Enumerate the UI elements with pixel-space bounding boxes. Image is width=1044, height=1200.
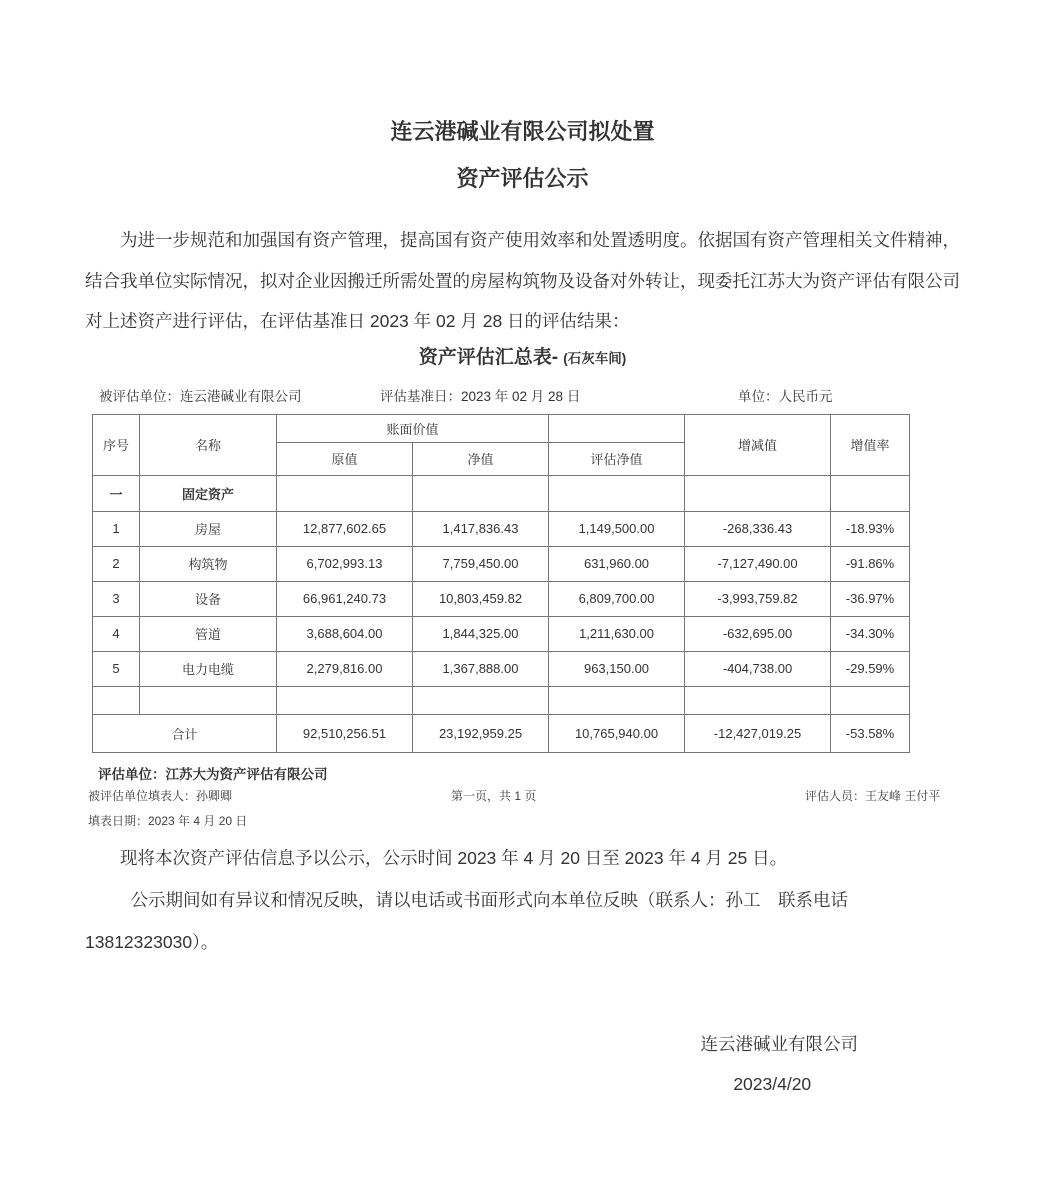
empty-row	[93, 686, 910, 714]
table-row	[93, 616, 910, 651]
total-net: 23,192,959.25	[413, 714, 549, 752]
table-title-main: 资产评估汇总表-	[418, 346, 559, 368]
row-change: -7,127,490.00	[685, 546, 831, 581]
row-original: 2,279,816.00	[277, 651, 413, 686]
row-seq: 5	[93, 651, 140, 686]
row-change: -632,695.00	[685, 616, 831, 651]
total-original: 92,510,256.51	[277, 714, 413, 752]
total-row	[93, 714, 910, 752]
row-name: 构筑物	[140, 546, 277, 581]
form-filler-label: 被评估单位填表人：孙卿卿	[88, 788, 233, 803]
table-header-row-1	[93, 414, 910, 442]
category-row	[93, 475, 910, 511]
row-seq: 4	[93, 616, 140, 651]
announcement-paragraph-2	[85, 879, 960, 963]
table-title-suffix: (石灰车间)	[563, 350, 627, 366]
row-rate: -91.86%	[831, 546, 910, 581]
row-name: 房屋	[140, 511, 277, 546]
announcement-paragraph-2-line2: 13812323030）。	[85, 931, 219, 952]
row-rate: -36.97%	[831, 581, 910, 616]
total-label: 合计	[93, 714, 277, 752]
row-assessed: 963,150.00	[549, 651, 685, 686]
row-original: 12,877,602.65	[277, 511, 413, 546]
total-change: -12,427,019.25	[685, 714, 831, 752]
row-rate: -18.93%	[831, 511, 910, 546]
category-seq: 一	[93, 475, 140, 511]
row-seq: 2	[93, 546, 140, 581]
table-row	[93, 511, 910, 546]
table-title	[85, 344, 960, 373]
table-meta-line	[85, 385, 960, 407]
row-original: 6,702,993.13	[277, 546, 413, 581]
header-original-value: 原值	[277, 442, 413, 475]
document-title-line2: 资产评估公示	[456, 166, 589, 191]
row-rate: -34.30%	[831, 616, 910, 651]
row-seq: 1	[93, 511, 140, 546]
announcement-paragraph-2-line1: 公示期间如有异议和情况反映，请以电话或书面形式向本单位反映（联系人：孙工 联系电话	[130, 889, 848, 910]
header-seq: 序号	[93, 414, 140, 475]
row-change: -404,738.00	[685, 651, 831, 686]
header-net-value: 净值	[413, 442, 549, 475]
header-change-rate: 增值率	[831, 414, 910, 475]
header-assessed-net-value: 评估净值	[549, 442, 685, 475]
table-row	[93, 651, 910, 686]
header-blank-cell	[549, 414, 685, 442]
row-net: 7,759,450.00	[413, 546, 549, 581]
header-change: 增减值	[685, 414, 831, 475]
intro-paragraph: 为进一步规范和加强国有资产管理，提高国有资产使用效率和处置透明度。依据国有资产管理相关文件精神，结合我单位实际情况，拟对企业因搬迁所需处置的房屋构筑物及设备对外转让，现委托江苏大为资产评估有限公司对上述资产进行评估，在评估基准日 2023 年 02 月 28 日的评估结果：	[85, 230, 960, 331]
currency-unit-label: 单位：人民币元	[738, 388, 833, 404]
row-change: -3,993,759.82	[685, 581, 831, 616]
signature-company: 连云港碱业有限公司	[700, 1033, 858, 1054]
row-net: 1,417,836.43	[413, 511, 549, 546]
document-title-line1: 连云港碱业有限公司拟处置	[390, 119, 655, 144]
row-net: 10,803,459.82	[413, 581, 549, 616]
header-name: 名称	[140, 414, 277, 475]
row-rate: -29.59%	[831, 651, 910, 686]
appraisers-label: 评估人员：王友峰 王付平	[805, 788, 941, 803]
category-name: 固定资产	[140, 475, 277, 511]
total-rate: -53.58%	[831, 714, 910, 752]
row-assessed: 1,211,630.00	[549, 616, 685, 651]
base-date-label: 评估基准日：2023 年 02 月 28 日	[380, 388, 581, 404]
signature-date: 2023/4/20	[733, 1073, 812, 1094]
announcement-paragraph-1: 现将本次资产评估信息予以公示，公示时间 2023 年 4 月 20 日至 2023 年 4 月 25 日。	[120, 847, 788, 868]
document-title	[85, 108, 960, 202]
row-name: 电力电缆	[140, 651, 277, 686]
row-assessed: 6,809,700.00	[549, 581, 685, 616]
fill-date-line: 填表日期：2023 年 4 月 20 日	[88, 813, 248, 828]
table-footer-meta-line	[85, 787, 960, 807]
signature-block	[701, 1031, 859, 1095]
valuation-summary-table	[92, 414, 910, 753]
row-assessed: 631,960.00	[549, 546, 685, 581]
appraiser-unit-line: 评估单位：江苏大为资产评估有限公司	[98, 766, 328, 782]
total-assessed: 10,765,940.00	[549, 714, 685, 752]
row-assessed: 1,149,500.00	[549, 511, 685, 546]
assessed-unit-label: 被评估单位：连云港碱业有限公司	[99, 388, 302, 404]
row-net: 1,844,325.00	[413, 616, 549, 651]
table-row	[93, 581, 910, 616]
row-original: 66,961,240.73	[277, 581, 413, 616]
row-net: 1,367,888.00	[413, 651, 549, 686]
row-seq: 3	[93, 581, 140, 616]
row-change: -268,336.43	[685, 511, 831, 546]
row-original: 3,688,604.00	[277, 616, 413, 651]
header-book-value: 账面价值	[277, 414, 549, 442]
row-name: 设备	[140, 581, 277, 616]
table-row	[93, 546, 910, 581]
row-name: 管道	[140, 616, 277, 651]
page-info: 第一页，共 1 页	[451, 788, 537, 803]
